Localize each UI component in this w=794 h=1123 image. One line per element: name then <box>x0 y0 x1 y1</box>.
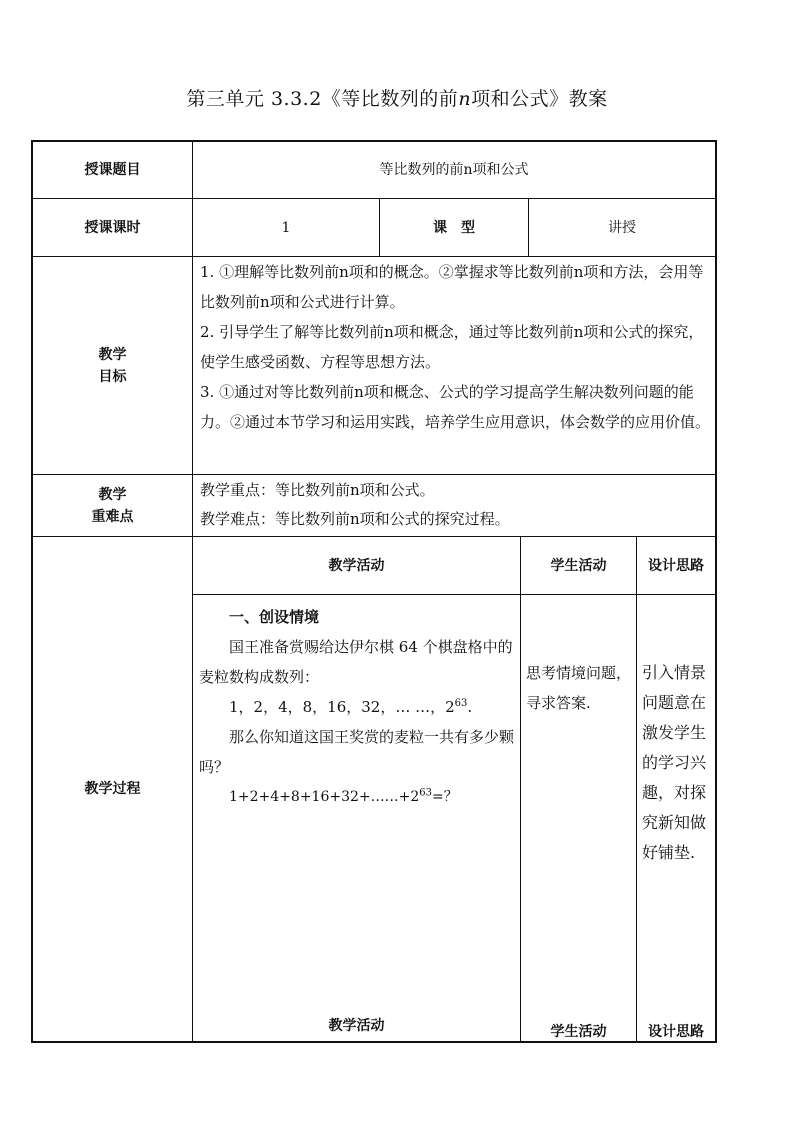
teacher-activity-header: 教学活动 <box>328 557 385 574</box>
question-paragraph: 那么你知道这国王奖赏的麦粒一共有多少颗吗？ <box>199 728 515 776</box>
lesson-plan-table <box>31 140 717 1043</box>
type-label: 课 型 <box>433 219 475 236</box>
student-activity-footer: 学生活动 <box>550 1024 607 1040</box>
sequence-end: . <box>467 698 473 716</box>
key-points-label-line2: 重难点 <box>91 508 134 525</box>
goal-item-2: 2. 引导学生了解等比数列前n项和概念，通过等比数列前n项和公式的探究，使学生感受函数、方程等思想方法。 <box>200 323 704 371</box>
teacher-activity-content <box>199 602 515 812</box>
sum-end: =？ <box>432 789 458 805</box>
hours-label: 授课课时 <box>84 219 141 236</box>
scenario-paragraph: 国王准备赏赐给达伊尔棋 64 个棋盘格中的麦粒数构成数列： <box>199 638 513 686</box>
title-text-start: 第三单元 3.3.2《等比数列的前 <box>186 88 459 110</box>
column-divider <box>636 536 637 1041</box>
key-points-label <box>33 475 192 536</box>
design-footer: 设计思路 <box>648 1024 704 1040</box>
student-activity-header: 学生活动 <box>550 557 607 574</box>
goals-content <box>200 257 712 437</box>
key-points-label-line1: 教学 <box>98 486 127 503</box>
sequence-exponent: 63 <box>454 698 468 709</box>
goal-item-1: 1. ①理解等比数列前n项和的概念。②掌握求等比数列前n项和方法，会用等比数列前n项和公式进行计算。 <box>200 263 704 311</box>
hours-value: 1 <box>281 219 291 236</box>
process-label: 教学过程 <box>84 781 141 797</box>
goals-label-line1: 教学 <box>98 346 127 363</box>
key-points-content <box>200 476 712 534</box>
teacher-activity-footer: 教学活动 <box>328 1018 385 1034</box>
student-activity-content: 思考情境问题，寻求答案. <box>526 664 632 712</box>
title-text-end: 项和公式》教案 <box>471 88 608 110</box>
type-value: 讲授 <box>608 219 636 236</box>
topic-value: 等比数列的前n项和公式 <box>379 162 529 178</box>
column-divider <box>520 536 521 1041</box>
sum-text: 1+2+4+8+16+32+……+2 <box>229 789 420 805</box>
page-title <box>0 84 794 111</box>
key-point-focus: 教学重点：等比数列前n项和公式。 <box>200 481 435 499</box>
sequence-line <box>199 692 515 722</box>
sequence-text: 1，2，4，8，16，32，… …，2 <box>229 698 455 716</box>
title-variable: n <box>458 88 472 110</box>
design-header: 设计思路 <box>648 557 704 574</box>
goals-label-line2: 目标 <box>98 368 127 385</box>
section-title: 一、创设情境 <box>229 608 320 626</box>
sum-line <box>199 782 515 812</box>
topic-label: 授课题目 <box>84 162 141 178</box>
goal-item-3: 3. ①通过对等比数列前n项和概念、公式的学习提高学生解决数列问题的能力。②通过本节学习和运用实践，培养学生应用意识，体会数学的应用价值。 <box>200 383 711 431</box>
design-content: 引入情景问题意在激发学生的学习兴趣，对探究新知做好铺垫. <box>642 663 707 862</box>
key-point-difficulty: 教学难点：等比数列前n项和公式的探究过程。 <box>200 510 510 528</box>
goals-label <box>33 257 192 474</box>
sum-exponent: 63 <box>419 787 433 799</box>
